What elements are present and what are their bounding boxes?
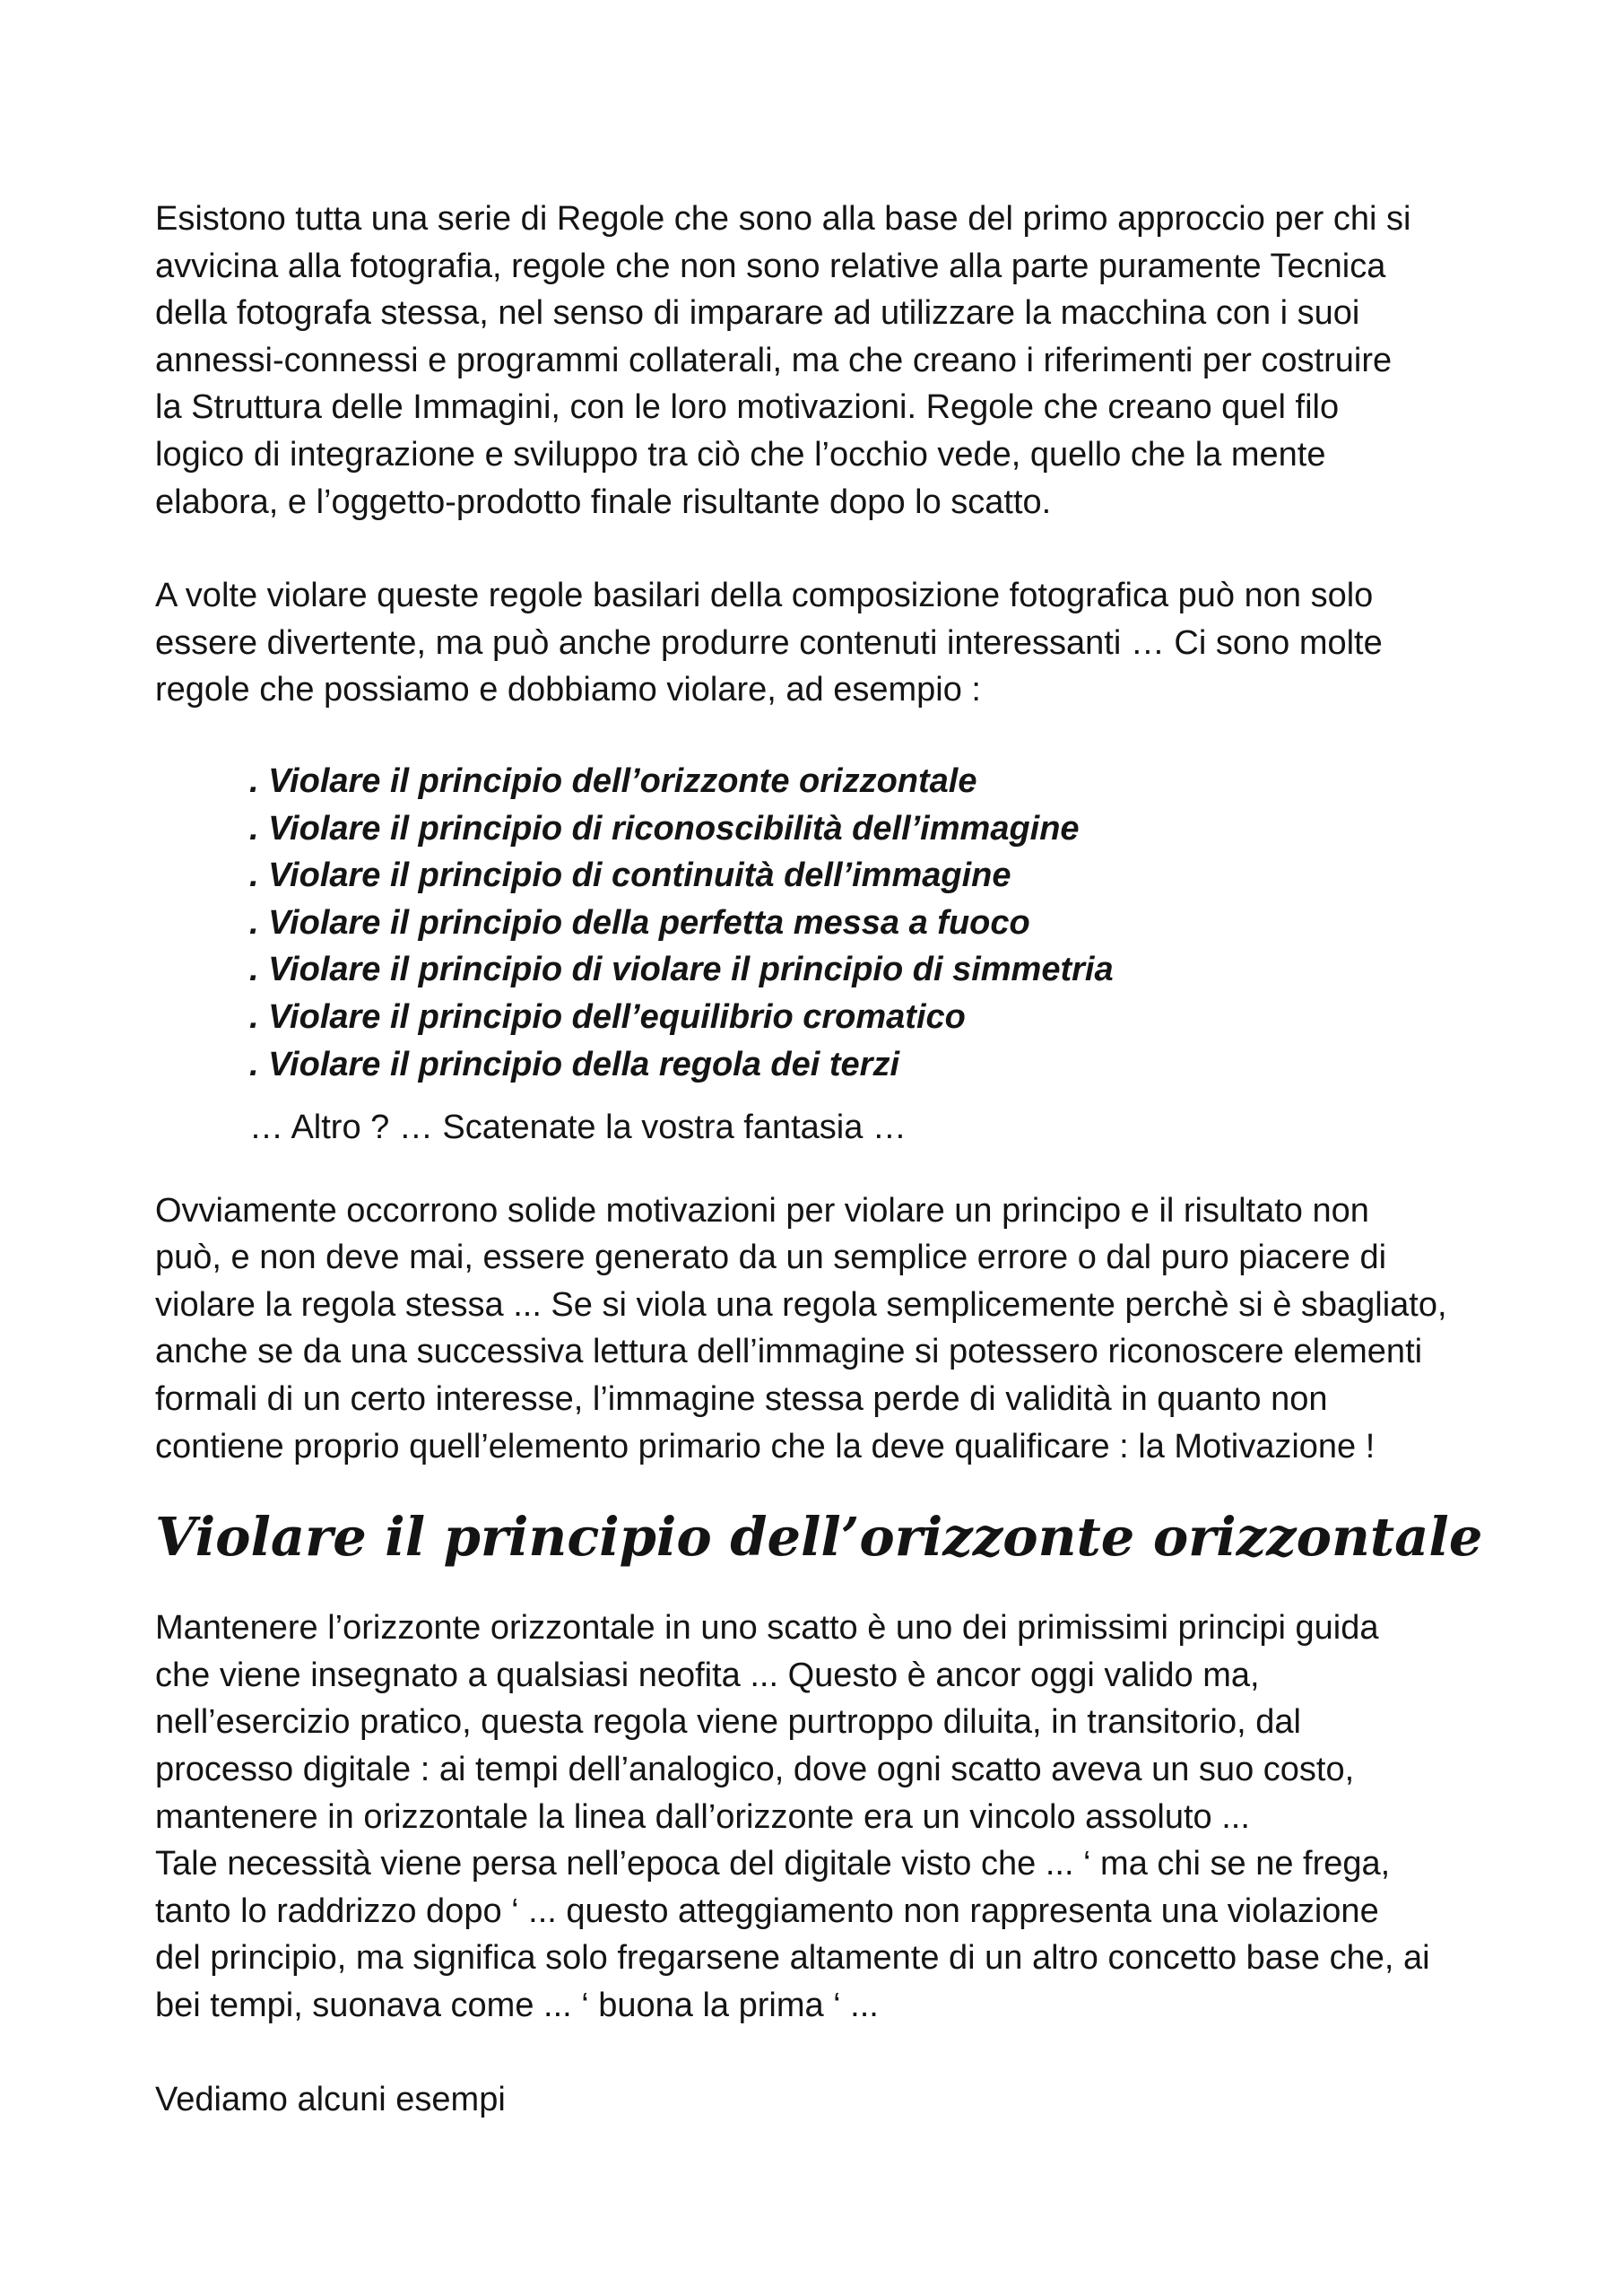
rules-list bbox=[155, 758, 1500, 1088]
rule-item: . Violare il principio della perfetta messa a fuoco bbox=[249, 903, 1030, 942]
document-page bbox=[155, 196, 1500, 2123]
intro-paragraph: Esistono tutta una serie di Regole che sono alla base del primo approccio per chi si avvicina alla fotografia, regole che non sono relative alla parte puramente Tecnica della fotografa stessa, nel senso di imparare ad utilizzare la macchina con i suoi annessi-connessi e programmi collaterali, ma che creano i riferimenti per costruire la Struttura delle Immagini, con le loro motivazioni. Regole che creano quel filo logico di integrazione e sviluppo tra ciò che l’occhio vede, quello che la mente elabora, e l’oggetto-prodotto finale risultante dopo lo scatto. bbox=[155, 200, 1411, 521]
rule-item: . Violare il principio di violare il principio di simmetria bbox=[249, 951, 1114, 989]
examples-line: Vediamo alcuni esempi bbox=[155, 2080, 506, 2118]
horizon-paragraph: Mantenere l’orizzonte orizzontale in uno scatto è uno dei primissimi principi guida che viene insegnato a qualsiasi neofita ... Questo è ancor oggi valido ma, nell’esercizio pratico, questa regola viene purtroppo diluita, in transitorio, dal processo digitale : ai tempi dell’analogico, dove ogni scatto aveva un suo costo, mantenere in orizzontale la linea dall’orizzonte era un vincolo assoluto ... Tale necessità viene persa nell’epoca del digitale visto che ... ‘ ma chi se ne frega, tanto lo raddrizzo dopo ‘ ... questo atteggiamento non rappresenta una violazione del principio, ma significa solo fregarsene altamente di un altro concetto base che, ai bei tempi, suonava come ... ‘ buona la prima ‘ ... bbox=[155, 1609, 1430, 2024]
rule-item: . Violare il principio di continuità dell’immagine bbox=[249, 857, 1011, 895]
rule-item: . Violare il principio dell’orizzonte orizzontale bbox=[249, 761, 977, 800]
rule-item: . Violare il principio della regola dei terzi bbox=[249, 1045, 900, 1083]
section-heading: Violare il principio dell’orizzonte orizzontale bbox=[155, 1506, 1483, 1569]
rule-item: . Violare il principio di riconoscibilità dell’immagine bbox=[249, 809, 1080, 848]
violation-intro-paragraph: A volte violare queste regole basilari della composizione fotografica può non solo essere divertente, ma può anche produrre contenuti interessanti … Ci sono molte regole che possiamo e dobbiamo violare, ad esempio : bbox=[155, 577, 1383, 709]
motivation-paragraph: Ovviamente occorrono solide motivazioni per violare un principo e il risultato non può, e non deve mai, essere generato da un semplice errore o dal puro piacere di violare la regola stessa ... Se si viola una regola semplicemente perchè si è sbagliato, anche se da una successiva lettura dell’immagine si potessero riconoscere elementi formali di un certo interesse, l’immagine stessa perde di validità in quanto non contiene proprio quell’elemento primario che la deve qualificare : la Motivazione ! bbox=[155, 1191, 1447, 1465]
altro-line: … Altro ? … Scatenate la vostra fantasia … bbox=[249, 1109, 907, 1147]
rule-item: . Violare il principio dell’equilibrio cromatico bbox=[249, 997, 966, 1036]
